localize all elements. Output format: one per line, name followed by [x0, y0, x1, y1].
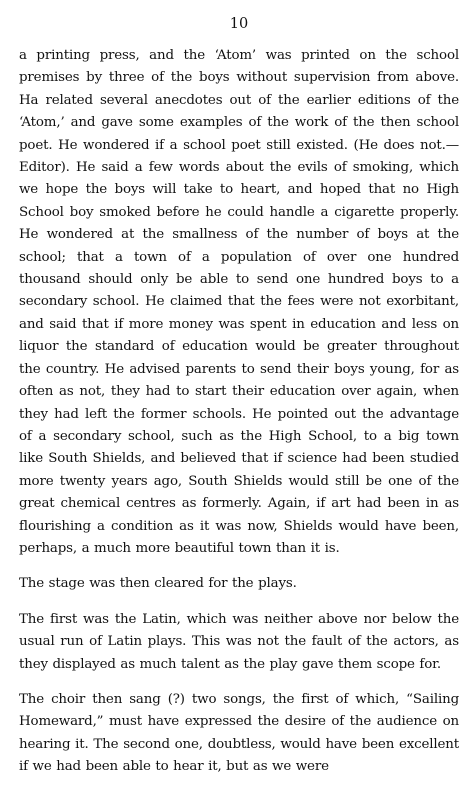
paragraph-latin-play: The first was the Latin, which was neither above nor below the usual run of Latin plays. This was not the fault of the actors, as they displayed as much talent as the play gave them scope for.	[19, 611, 459, 672]
paragraph-speech-summary: a printing press, and the ‘Atom’ was printed on the school premises by three of the boys without supervision from above. Ha related several anecdotes out of the earlier editions of the ‘Atom,’ and gave some examples of the work of the then school poet. He wondered if a school poet still existed. (He does not.—Editor). He said a few words about the evils of smoking, which we hope the boys will take to heart, and hoped that no High School boy smoked before he could handle a cigarette properly. He wondered at the smallness of the number of boys at the school; that a town of a population of over one hundred thousand should only be able to send one hundred boys to a secondary school. He claimed that the fees were not exorbitant, and said that if more money was spent in education and less on liquor the standard of education would be greater throughout the country. He advised parents to send their boys young, for as often as not, they had to start their education over again, when they had left the former schools. He pointed out the advantage of a secondary school, such as the High School, to a big town like South Shields, and believed that if science had been studied more twenty years ago, South Shields would still be one of the great chemical centres as formerly. Again, if art had been in as flourishing a condition as it was now, Shields would have been, perhaps, a much more beautiful town than it is.	[19, 48, 459, 556]
paragraph-choir-songs: The choir then sang (?) two songs, the first of which, “Sailing Homeward,” must have expressed the desire of the audience on hearing it. The second one, doubtless, would have been excellent if we had been able to hear it, but as we were	[19, 691, 459, 775]
paragraph-stage-cleared: The stage was then cleared for the plays.	[19, 576, 297, 592]
page-number: 10	[229, 16, 249, 32]
